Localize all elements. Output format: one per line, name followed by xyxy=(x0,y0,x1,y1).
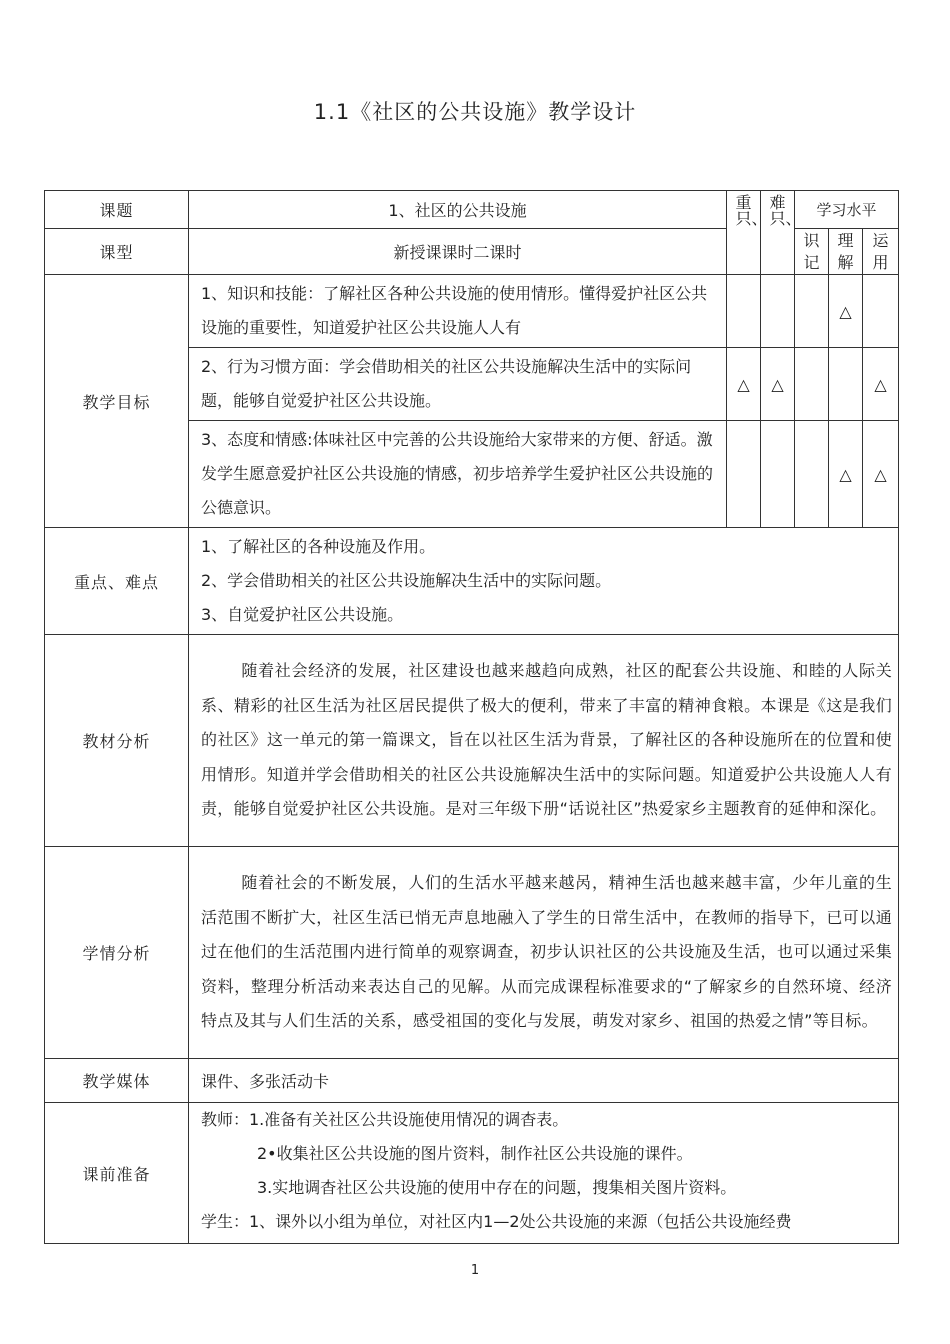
objective-2-recall xyxy=(795,348,829,421)
prep-content xyxy=(189,1103,899,1244)
objective-2-understand xyxy=(829,348,863,421)
key-difficult-list xyxy=(189,528,899,635)
objective-1-recall xyxy=(795,275,829,348)
objective-item: 1、知识和技能：了解社区各种公共设施的使用情形。懂得爱护社区公共设施的重要性，知道爱护社区公共设施人人有 xyxy=(189,275,727,348)
objective-3-difficult xyxy=(761,421,795,528)
key-point-header xyxy=(727,191,768,275)
page-number: 1 xyxy=(470,1263,480,1278)
key-difficult-label: 重点、难点 xyxy=(45,528,189,635)
students-paragraph xyxy=(189,847,899,1059)
level-recall-header xyxy=(795,229,829,275)
students-text: 随着社会的不断发展，人们的生活水平越来越呙，精神生活也越来越丰富，少年儿童的生活范围不断扩大，社区生活已悄无声息地融入了学生的日常生活中，在教师的指导下，已可以通过在他们的生活范围内进行简单的观察调查，初步认识社区的公共设施及生活，也可以通过采集资料，整理分析活动来表达自己的见解。从而完成课程标准要求的“了解家乡的自然环境、经济特点及其与人们生活的关系，感受祖国的变化与发展，萌发对家乡、祖国的热爱之情”等目标。 xyxy=(201,873,893,1031)
prep-teacher-line: 教师：1.准备有关社区公共设施使用情况的调杳表。 xyxy=(201,1110,569,1129)
page-title: 1.1《社区的公共设施》教学设计 xyxy=(313,100,637,124)
prep-teacher-item-2: 2•收集社区公共设施的图片资料，制作社区公共设施的课件。 xyxy=(257,1144,693,1163)
topic-label: 课题 xyxy=(45,191,189,229)
objectives-label: 教学目标 xyxy=(45,275,189,528)
prep-student-line: 学生：1、课外以小组为单位，对社区内1—2处公共设施的来源（包括公共设施经费 xyxy=(201,1212,792,1231)
level-understand-header xyxy=(829,229,863,275)
objective-2-key-mark: △ xyxy=(727,348,761,421)
objective-item: 3、态度和情感:体味社区中完善的公共设施给大家带来的方便、舒适。激发学生愿意爱护社区公共设施的情感，初步培养学生爱护社区公共设施的公德意识。 xyxy=(189,421,727,528)
objective-2-apply-mark: △ xyxy=(863,348,899,421)
material-paragraph xyxy=(189,635,899,847)
objective-3-recall xyxy=(795,421,829,528)
material-text: 随着社会经济的发展，社区建设也越来越趋向成熟，社区的配套公共设施、和睦的人际关系、精彩的社区生活为社区居民提供了极大的便利，带来了丰富的精神食粮。本课是《这是我们的社区》这一单元的第一篇课文，旨在以社区生活为背景，了解社区的各种设施所在的位置和使用情形。知道并学会借助相关的社区公共设施解决生活中的实际问题。知道爱护公共设施人人有责，能够自觉爱护社区公共设施。是对三年级下册“话说社区”热爱家乡主题教育的延伸和深化。 xyxy=(201,661,893,819)
objective-3-understand-mark: △ xyxy=(829,421,863,528)
material-label: 教材分析 xyxy=(45,635,189,847)
difficult-point-header xyxy=(761,191,802,275)
level-apply-header xyxy=(863,229,899,275)
level-understand-text: 理解 xyxy=(837,230,854,272)
objective-1-key xyxy=(727,275,761,348)
study-level-header: 学习水平 xyxy=(795,191,899,229)
prep-teacher-item xyxy=(201,1171,892,1205)
students-label: 学情分析 xyxy=(45,847,189,1059)
objective-3-key xyxy=(727,421,761,528)
level-apply-text: 运用 xyxy=(872,230,889,272)
lesson-plan-table xyxy=(44,190,899,1244)
objective-1-difficult xyxy=(761,275,795,348)
objective-2-difficult-mark: △ xyxy=(761,348,795,421)
prep-label: 课前准备 xyxy=(45,1103,189,1244)
prep-teacher-item-3: 3.实地调杳社区公共设施的使用中存在的问题，搜集相关图片资料。 xyxy=(257,1178,737,1197)
key-point-text: 重只、 xyxy=(735,193,768,228)
type-label: 课型 xyxy=(45,229,189,275)
list-item: 3、自觉爱护社区公共设施。 xyxy=(201,605,404,624)
prep-teacher-item xyxy=(201,1137,892,1171)
objective-1-apply xyxy=(863,275,899,348)
objective-item: 2、行为习惯方面：学会借助相关的社区公共设施解决生活中的实际问题，能够自觉爱护社区公共设施。 xyxy=(189,348,727,421)
type-value: 新授课课时二课时 xyxy=(189,229,727,275)
prep-clip xyxy=(201,1103,892,1243)
list-item: 1、了解社区的各种设施及作用。 xyxy=(201,537,436,556)
topic-value: 1、社区的公共设施 xyxy=(189,191,727,229)
media-value: 课件、多张活动卡 xyxy=(189,1059,899,1103)
media-label: 教学媒体 xyxy=(45,1059,189,1103)
list-item: 2、学会借助相关的社区公共设施解决生活中的实际问题。 xyxy=(201,571,612,590)
objective-3-apply-mark: △ xyxy=(863,421,899,528)
difficult-point-text: 难只、 xyxy=(769,193,802,228)
objective-1-understand-mark: △ xyxy=(829,275,863,348)
level-recall-text: 识记 xyxy=(803,230,820,272)
